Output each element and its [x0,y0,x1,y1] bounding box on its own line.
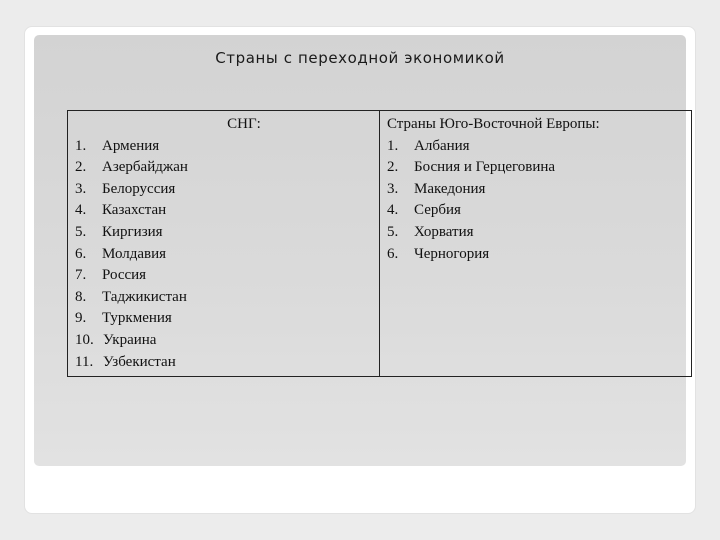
country-name: Белоруссия [102,180,176,197]
cis-header: СНГ: [227,116,261,132]
list-item-number: 2. [387,159,399,176]
list-item-number: 1. [75,137,87,154]
list-item [387,136,685,158]
list-item [75,136,373,158]
list-item [75,330,373,352]
list-item-number: 6. [75,245,87,262]
country-name: Армения [102,137,160,154]
list-item-number: 8. [75,288,87,305]
list-item [387,179,685,201]
country-name: Босния и Герцеговина [414,159,556,176]
list-item-number: 4. [75,202,87,219]
list-item [75,287,373,309]
list-item-number: 10. [75,331,94,348]
list-item-number: 3. [387,180,399,197]
list-item-number: 5. [75,223,87,240]
country-name: Азербайджан [102,159,188,176]
list-item [75,352,373,374]
list-item-number: 7. [75,267,87,284]
country-name: Россия [102,267,147,284]
list-item [387,222,685,244]
list-item-number: 3. [75,180,87,197]
country-name: Сербия [414,202,461,219]
list-item [387,200,685,222]
list-item-number: 5. [387,223,399,240]
country-name: Албания [414,137,470,154]
list-item-number: 11. [75,353,94,370]
country-name: Украина [103,331,157,348]
list-item-number: 6. [387,245,399,262]
country-name: Таджикистан [102,288,187,305]
country-name: Казахстан [102,202,167,219]
see-header: Страны Юго-Восточной Европы: [387,116,600,132]
see-column [380,111,692,377]
list-item [75,200,373,222]
see-country-list [387,136,685,266]
cis-country-list [75,136,373,374]
country-name: Македония [414,180,486,197]
list-item-number: 4. [387,202,399,219]
list-item [75,157,373,179]
slide-title: Страны с переходной экономикой [215,49,505,67]
country-name: Молдавия [102,245,167,262]
list-item [75,265,373,287]
list-item [75,308,373,330]
countries-table [67,110,692,377]
country-name: Узбекистан [103,353,176,370]
cis-column [68,111,380,377]
list-item-number: 1. [387,137,399,154]
country-name: Хорватия [414,223,474,240]
country-name: Черногория [414,245,490,262]
list-item [75,179,373,201]
list-item [387,157,685,179]
list-item [387,244,685,266]
list-item [75,222,373,244]
list-item-number: 2. [75,159,87,176]
list-item [75,244,373,266]
table-row [68,111,692,377]
list-item-number: 9. [75,310,87,327]
country-name: Киргизия [102,223,163,240]
country-name: Туркмения [102,310,172,327]
